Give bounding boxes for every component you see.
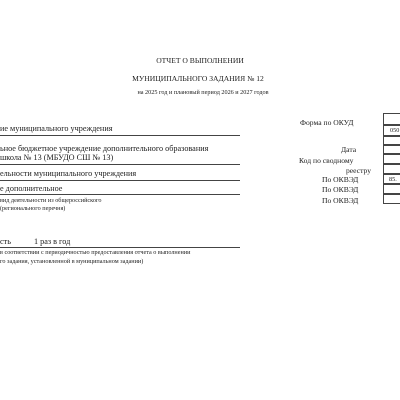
okved-code-cell-2 (383, 184, 400, 194)
periodicity-underline (0, 247, 240, 248)
okved-label-3: По ОКВЭД (322, 196, 359, 205)
report-subtitle: МУНИЦИПАЛЬНОГО ЗАДАНИЯ № 12 (132, 74, 264, 83)
okved-code-cell-1 (383, 174, 400, 184)
institution-heading: ие муниципального учреждения (0, 124, 113, 133)
date-code-cell-1 (383, 136, 400, 145)
okved-code-value: 85. (389, 176, 397, 183)
activity-value-underline (0, 194, 240, 195)
report-period: на 2025 год и плановый период 2026 и 2027 годов (137, 89, 269, 96)
date-label: Дата (341, 145, 357, 154)
activity-value: е дополнительное (0, 184, 63, 193)
periodicity-note-line-1: в соответствии с периодичностью предоставления отчета о выполнении (0, 249, 191, 256)
forma-okud-label: Форма по ОКУД (300, 118, 354, 127)
registry-code-cell-2 (383, 164, 400, 174)
activity-heading: ельности муниципального учреждения (0, 169, 137, 178)
code-table-header-cell (383, 113, 400, 125)
activity-note-line-1: вид деятельности из общероссийского (0, 197, 102, 204)
okved-label-1: По ОКВЭД (322, 175, 359, 184)
institution-heading-underline (0, 135, 240, 136)
periodicity-label: сть (0, 237, 11, 246)
activity-heading-underline (0, 180, 240, 181)
date-code-cell-2 (383, 145, 400, 154)
okud-code-cell (383, 125, 400, 136)
code-registry-label-2: реестру (346, 166, 372, 175)
okud-code-value: 050 (390, 127, 400, 134)
registry-code-cell (383, 154, 400, 164)
code-registry-label-1: Код по сводному (299, 156, 354, 165)
periodicity-note-line-2: го задания, установленной в муниципальном задании) (0, 258, 144, 265)
institution-name-line-1: ьное бюджетное учреждение дополнительного образования (0, 144, 209, 153)
okved-code-cell-3 (383, 194, 400, 204)
periodicity-value: 1 раз в год (34, 237, 71, 246)
report-title: ОТЧЕТ О ВЫПОЛНЕНИИ (156, 56, 244, 65)
activity-note-line-2: (регионального перечня) (0, 205, 66, 212)
institution-name-line-2: школа № 13 (МБУДО СШ № 13) (0, 153, 114, 162)
okved-label-2: По ОКВЭД (322, 185, 359, 194)
institution-name-underline (0, 164, 240, 165)
